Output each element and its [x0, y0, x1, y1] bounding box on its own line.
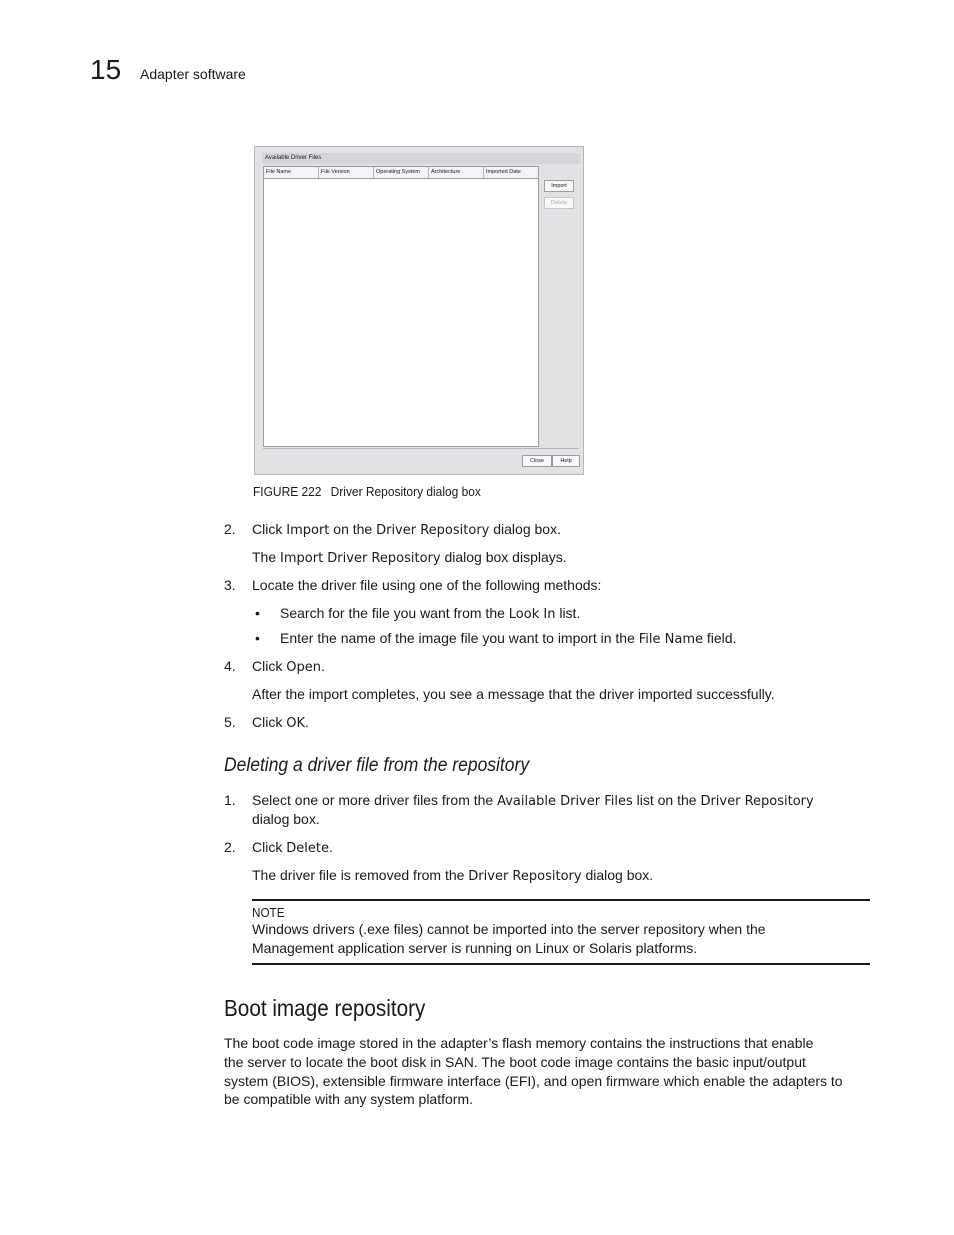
step-text: Click OK.: [252, 714, 309, 731]
note-text-line: Management application server is running on Linux or Solaris platforms.: [252, 940, 698, 956]
step-subtext: The Import Driver Repository dialog box displays.: [252, 549, 567, 566]
main-heading: Boot image repository: [224, 995, 426, 1021]
figure-caption: [253, 484, 481, 500]
driver-repository-dialog: [254, 146, 584, 475]
step-text-continued: dialog box.: [252, 811, 320, 827]
paragraph-line: The boot code image stored in the adapter’s flash memory contains the instructions that enable: [224, 1035, 814, 1051]
step-number: 2.: [224, 839, 236, 855]
help-button[interactable]: Help: [552, 455, 580, 467]
column-file-version[interactable]: File Version: [319, 167, 374, 178]
step-number: 5.: [224, 714, 236, 730]
paragraph-line: system (BIOS), extensible firmware interface (EFI), and open firmware which enable the adapters to: [224, 1073, 843, 1089]
note-top-rule: [252, 899, 870, 901]
column-file-name[interactable]: File Name: [264, 167, 319, 178]
step-number: 1.: [224, 792, 236, 808]
bullet-text: Search for the file you want from the Look In list.: [280, 605, 581, 622]
step-number: 4.: [224, 658, 236, 674]
available-driver-files-title: Available Driver Files: [262, 153, 580, 164]
bullet-icon: •: [255, 605, 260, 621]
figure-number: FIGURE 222: [253, 484, 322, 499]
import-button[interactable]: Import: [544, 180, 574, 192]
step-subtext: The driver file is removed from the Driver Repository dialog box.: [252, 867, 654, 884]
note-label: NOTE: [252, 905, 285, 920]
note-bottom-rule: [252, 963, 870, 965]
bullet-icon: •: [255, 630, 260, 646]
driver-files-list[interactable]: [263, 166, 539, 447]
note-text-line: Windows drivers (.exe files) cannot be imported into the server repository when the: [252, 921, 766, 937]
chapter-number: 15: [90, 54, 122, 85]
paragraph-line: the server to locate the boot disk in SAN. The boot code image contains the basic input/output: [224, 1054, 806, 1070]
section-heading: Deleting a driver file from the repository: [224, 755, 530, 776]
driver-files-list-header: [264, 167, 538, 179]
step-number: 2.: [224, 521, 236, 537]
step-text: Click Open.: [252, 658, 325, 675]
step-number: 3.: [224, 577, 236, 593]
step-subtext: After the import completes, you see a message that the driver imported successfully.: [252, 686, 775, 702]
column-operating-system[interactable]: Operating System: [374, 167, 429, 178]
column-imported-date[interactable]: Imported Date: [486, 169, 521, 175]
step-text: Select one or more driver files from the Available Driver Files list on the Driver Repository: [252, 792, 814, 809]
step-text: Locate the driver file using one of the following methods:: [252, 577, 602, 593]
delete-button[interactable]: Delete: [544, 197, 574, 209]
close-button[interactable]: Close: [522, 455, 552, 467]
chapter-title: Adapter software: [140, 66, 246, 82]
column-architecture[interactable]: Architecture: [429, 167, 484, 178]
step-text: Click Import on the Driver Repository dialog box.: [252, 521, 561, 538]
step-text: Click Delete.: [252, 839, 333, 856]
figure-title: Driver Repository dialog box: [330, 484, 481, 499]
bullet-text: Enter the name of the image file you want to import in the File Name field.: [280, 630, 737, 647]
dialog-separator: [263, 448, 579, 449]
paragraph-line: be compatible with any system platform.: [224, 1091, 473, 1107]
